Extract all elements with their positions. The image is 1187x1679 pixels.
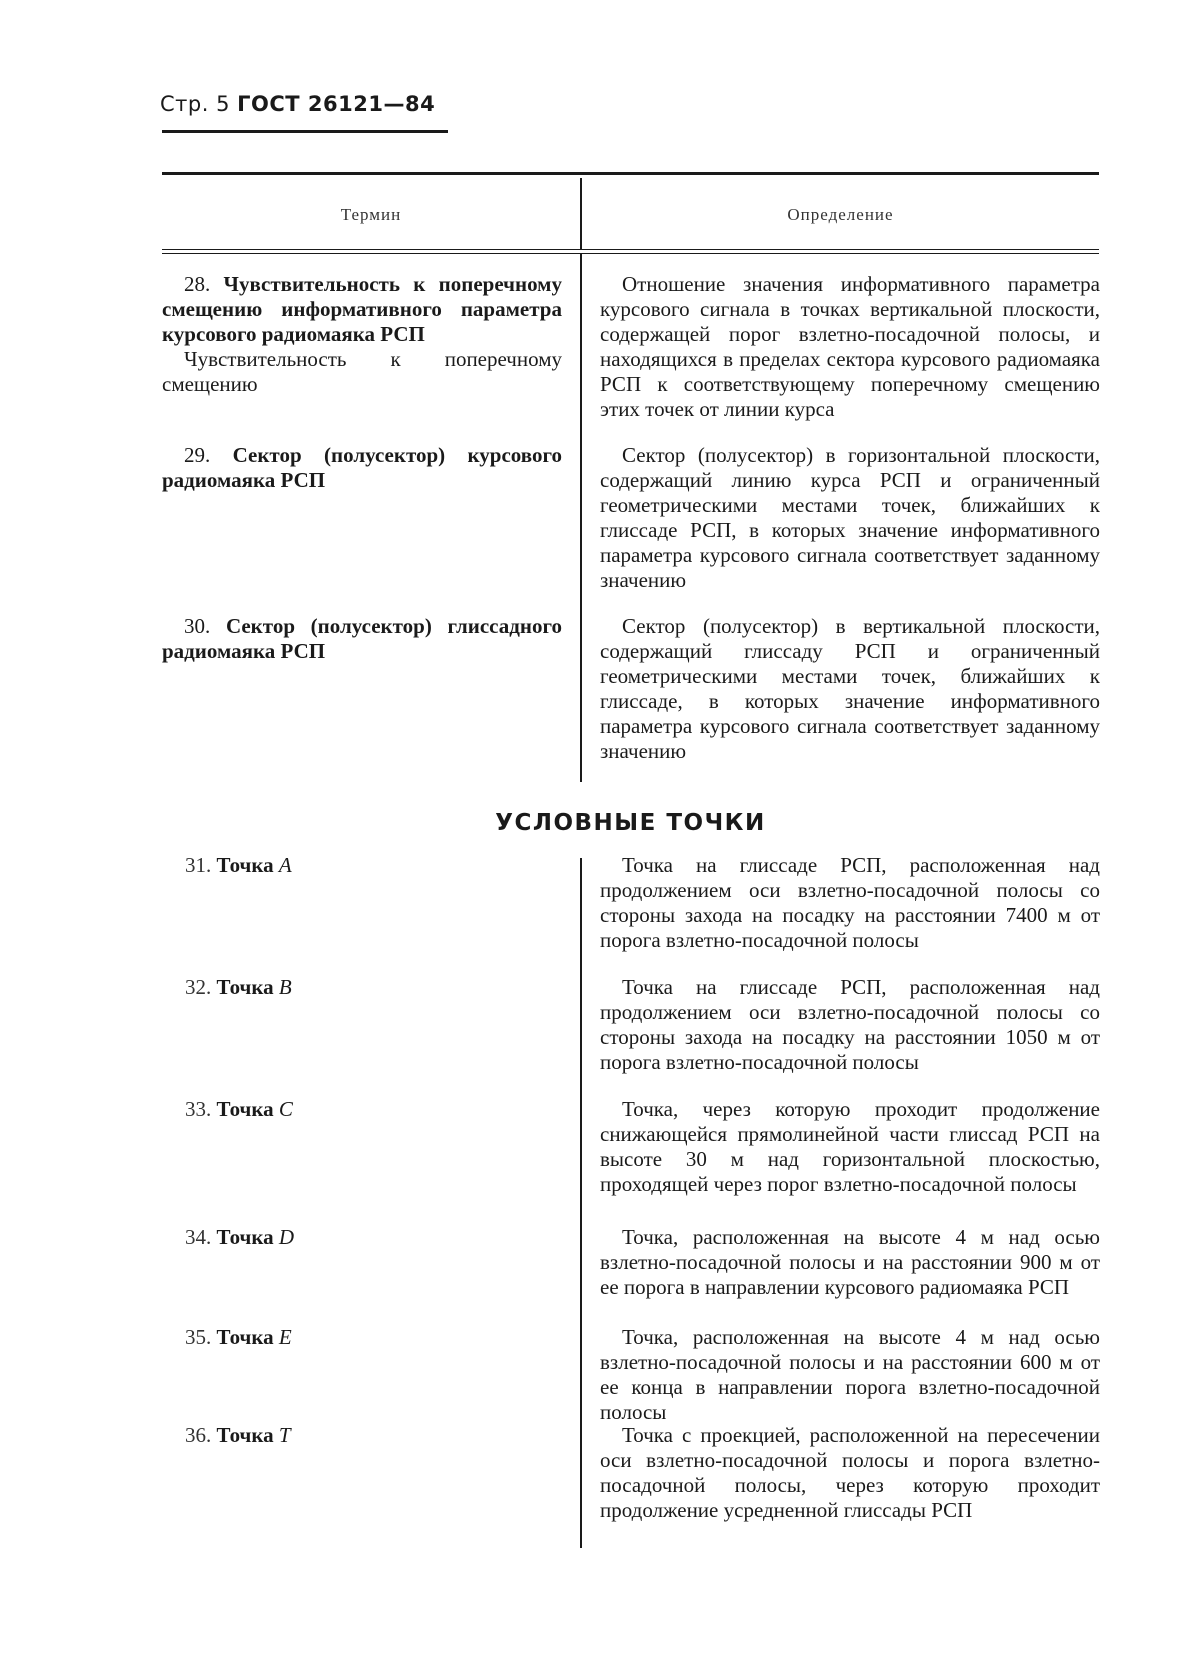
term-text: Сектор (полусектор) курсового радиомаяка РСП [162, 443, 562, 492]
point-letter: B [278, 975, 292, 999]
term-text: Точка [216, 1097, 274, 1121]
section-title: УСЛОВНЫЕ ТОЧКИ [495, 810, 766, 836]
definition-cell: Точка, расположенная на высоте 4 м над осью взлетно-посадочной полосы и на расстоянии 600 м от ее конца в направлении порога взлетно-посадочной полосы [600, 1325, 1100, 1424]
header-bottom-border [162, 249, 1099, 250]
definition-cell: Сектор (полусектор) в вертикальной плоскости, содержащий глиссаду РСП и ограниченный геометрическими местами точек, ближайших к глиссаде, в которых значение информативного параметра курсового сигнала соответствует заданному значению [600, 614, 1100, 763]
column-divider [580, 254, 582, 782]
term-number: 28. [184, 272, 211, 296]
term-text: Сектор (полусектор) глиссадного радиомаяка РСП [162, 614, 562, 663]
page-header [160, 92, 435, 116]
point-term [185, 853, 292, 878]
term-cell [162, 272, 562, 397]
point-letter: D [278, 1225, 295, 1249]
table-top-border [162, 172, 1099, 175]
header-bottom-border [162, 253, 1099, 254]
term-text: Точка [216, 1423, 274, 1447]
term-number: 32. [185, 975, 212, 999]
column-header-definition: Определение [787, 205, 894, 224]
term-number: 30. [184, 614, 211, 638]
term-number: 34. [185, 1225, 212, 1249]
term-cell [162, 614, 562, 664]
term-number: 33. [185, 1097, 212, 1121]
point-term [185, 975, 292, 1000]
point-letter: C [278, 1097, 293, 1121]
term-number: 36. [185, 1423, 212, 1447]
page-number: Стр. 5 [160, 92, 230, 116]
definition-cell: Точка, расположенная на высоте 4 м над осью взлетно-посадочной полосы и на расстоянии 900 м от ее порога в направлении курсового радиомаяка РСП [600, 1225, 1100, 1299]
definition-cell: Сектор (полусектор) в горизонтальной плоскости, содержащий линию курса РСП и ограниченный геометрическими местами точек, ближайших к глиссаде РСП, в которых значение информативного параметра курсового сигнала соответствует заданному значению [600, 443, 1100, 592]
point-term [185, 1423, 291, 1448]
point-letter: E [278, 1325, 292, 1349]
term-text: Точка [216, 853, 274, 877]
definition-cell: Отношение значения информативного параметра курсового сигнала в точках вертикальной плоскости, содержащей порог взлетно-посадочной полосы, и находящихся в пределах сектора курсового радиомаяка РСП к соответствующему поперечному смещению этих точек от линии курса [600, 272, 1100, 421]
term-synonym: Чувствительность к поперечному смещению [162, 347, 562, 396]
term-number: 35. [185, 1325, 212, 1349]
term-text: Чувствительность к поперечному смещению информативного параметра курсового радиомаяка РСП [162, 272, 562, 346]
term-number: 29. [184, 443, 211, 467]
point-term [185, 1225, 294, 1250]
term-text: Точка [216, 1325, 274, 1349]
definition-cell: Точка с проекцией, расположенной на пересечении оси взлетно-посадочной полосы и порога взлетно-посадочной полосы, через которую проходит продолжение усредненной глиссады РСП [600, 1423, 1100, 1522]
point-term [185, 1097, 293, 1122]
column-header-term: Термин [340, 205, 402, 224]
definition-cell: Точка, через которую проходит продолжение снижающейся прямолинейной части глиссад РСП на высоте 30 м над горизонтальной плоскостью, проходящей через порог взлетно-посадочной полосы [600, 1097, 1100, 1196]
term-text: Точка [216, 1225, 274, 1249]
term-number: 31. [185, 853, 212, 877]
header-rule [162, 130, 448, 133]
column-divider [580, 858, 582, 1548]
definition-cell: Точка на глиссаде РСП, расположенная над продолжением оси взлетно-посадочной полосы со стороны захода на посадку на расстоянии 1050 м от порога взлетно-посадочной полосы [600, 975, 1100, 1074]
term-cell [162, 443, 562, 493]
term-text: Точка [216, 975, 274, 999]
definition-cell: Точка на глиссаде РСП, расположенная над продолжением оси взлетно-посадочной полосы со стороны захода на посадку на расстоянии 7400 м от порога взлетно-посадочной полосы [600, 853, 1100, 952]
point-letter: T [278, 1423, 291, 1447]
point-letter: A [278, 853, 292, 877]
point-term [185, 1325, 292, 1350]
standard-number: ГОСТ 26121—84 [237, 92, 436, 116]
